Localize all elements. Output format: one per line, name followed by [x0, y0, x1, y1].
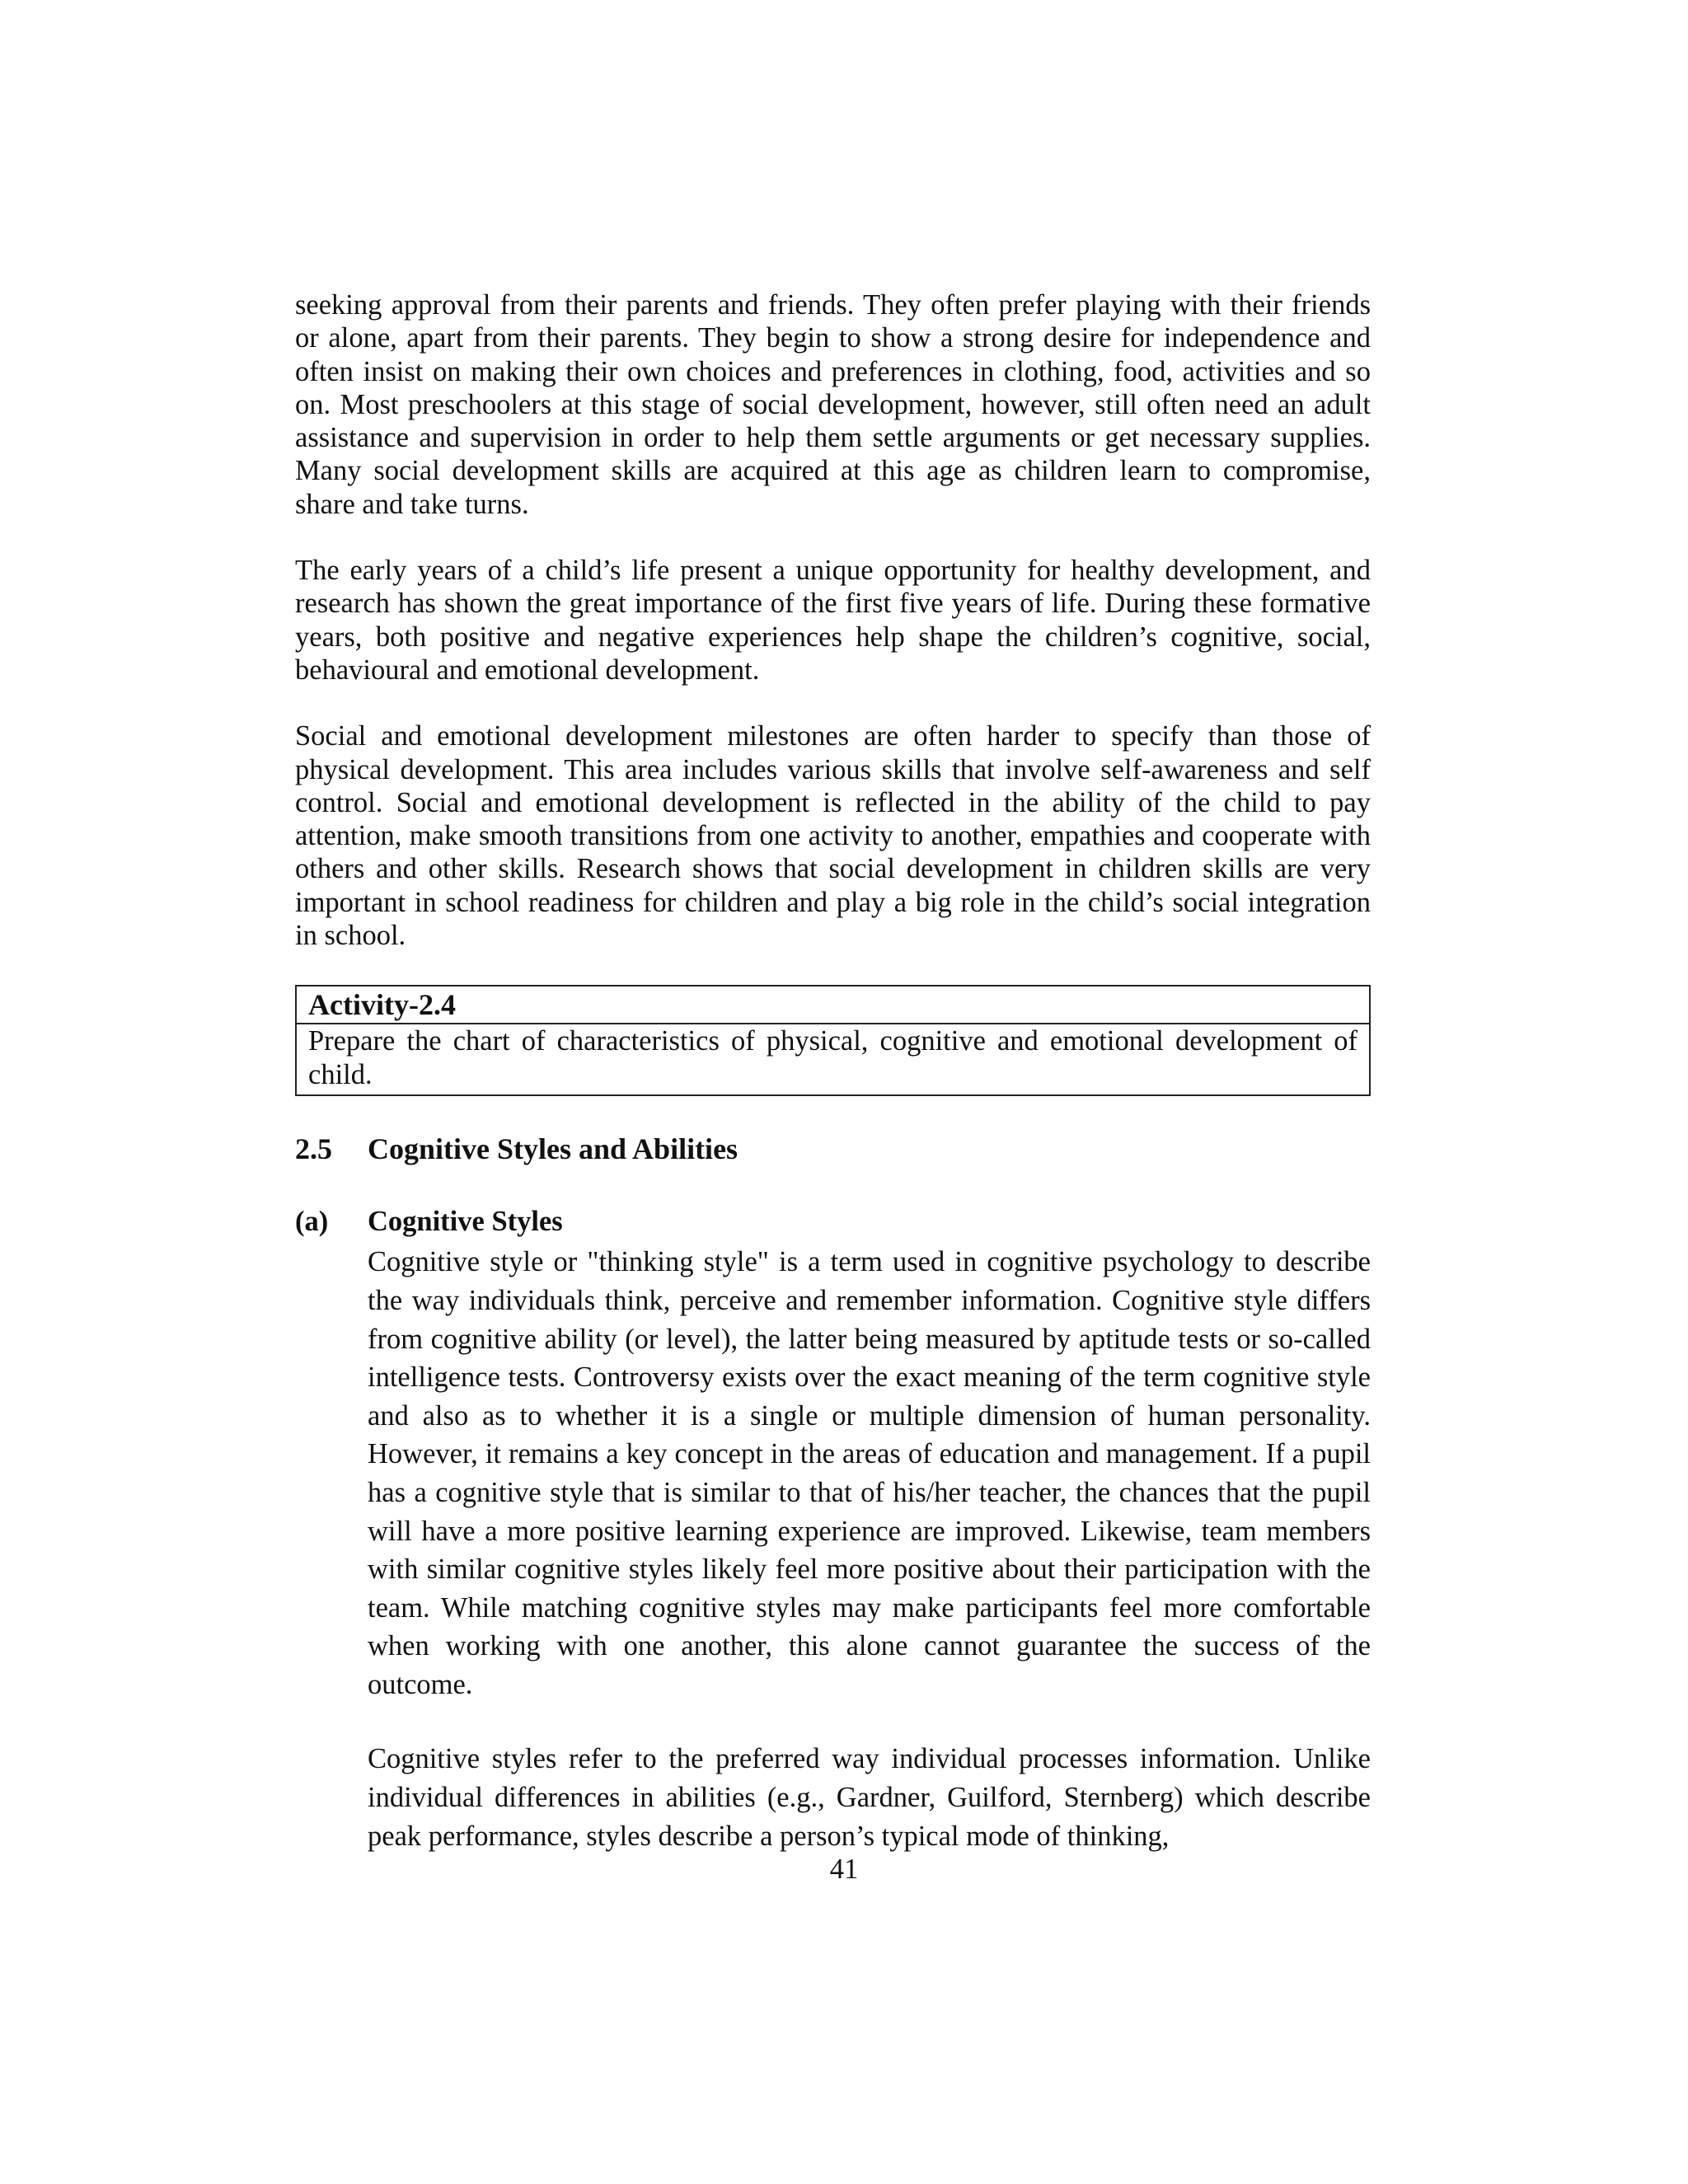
activity-text: Prepare the chart of characteristics of physical, cognitive and emotional development of child.: [308, 1025, 1357, 1091]
activity-box: [295, 985, 1371, 1096]
subsection-body: [368, 1243, 1371, 1855]
activity-title: Activity-2.4: [297, 987, 1369, 1024]
paragraph-social-emotional: Social and emotional development milestones are often harder to specify than those of physical development. This area includes various skills that involve self-awareness and self control. Social and emotional development is reflected in the ability of the child to pay attention, make smooth transitions from one activity to another, empathies and cooperate with others and other skills. Research shows that social development in children skills are very important in school readiness for children and play a big role in the child’s social integration in school.: [295, 720, 1371, 952]
subsection-heading: [295, 1203, 1371, 1240]
paragraph-cognitive-style-definition: Cognitive style or "thinking style" is a term used in cognitive psychology to describe the way individuals think, perceive and remember information. Cognitive style differs from cognitive ability (or level), the latter being measured by aptitude tests or so-called intelligence tests. Controversy exists over the exact meaning of the term cognitive style and also as to whether it is a single or multiple dimension of human personality. However, it remains a key concept in the areas of education and management. If a pupil has a cognitive style that is similar to that of his/her teacher, the chances that the pupil will have a more positive learning experience are improved. Likewise, team members with similar cognitive styles likely feel more positive about their participation with the team. While matching cognitive styles may make participants feel more comfortable when working with one another, this alone cannot guarantee the success of the outcome.: [368, 1246, 1371, 1700]
section-title: Cognitive Styles and Abilities: [368, 1132, 738, 1166]
section-heading: [295, 1131, 1371, 1167]
page-body: [295, 288, 1371, 1891]
paragraph-social-independence: seeking approval from their parents and friends. They often prefer playing with their friends or alone, apart from their parents. They begin to show a strong desire for independence and often insist on making their own choices and preferences in clothing, food, activities and so on. Most preschoolers at this stage of social development, however, still often need an adult assistance and supervision in order to help them settle arguments or get necessary supplies. Many social development skills are acquired at this age as children learn to compromise, share and take turns.: [295, 289, 1371, 520]
paragraph-cognitive-style-preference: Cognitive styles refer to the preferred way individual processes information. Unlike individual differences in abilities (e.g., Gardner, Guilford, Sternberg) which describe peak performance, styles describe a person’s typical mode of thinking,: [368, 1743, 1371, 1852]
paragraph-early-years: The early years of a child’s life present a unique opportunity for healthy development, and research has shown the great importance of the first five years of life. During these formative years, both positive and negative experiences help shape the children’s cognitive, social, behavioural and emotional development.: [295, 555, 1371, 686]
section-number: 2.5: [295, 1132, 332, 1166]
subsection-title: Cognitive Styles: [368, 1206, 563, 1238]
subsection-label: (a): [295, 1206, 329, 1238]
page-number: 41: [829, 1854, 859, 1885]
